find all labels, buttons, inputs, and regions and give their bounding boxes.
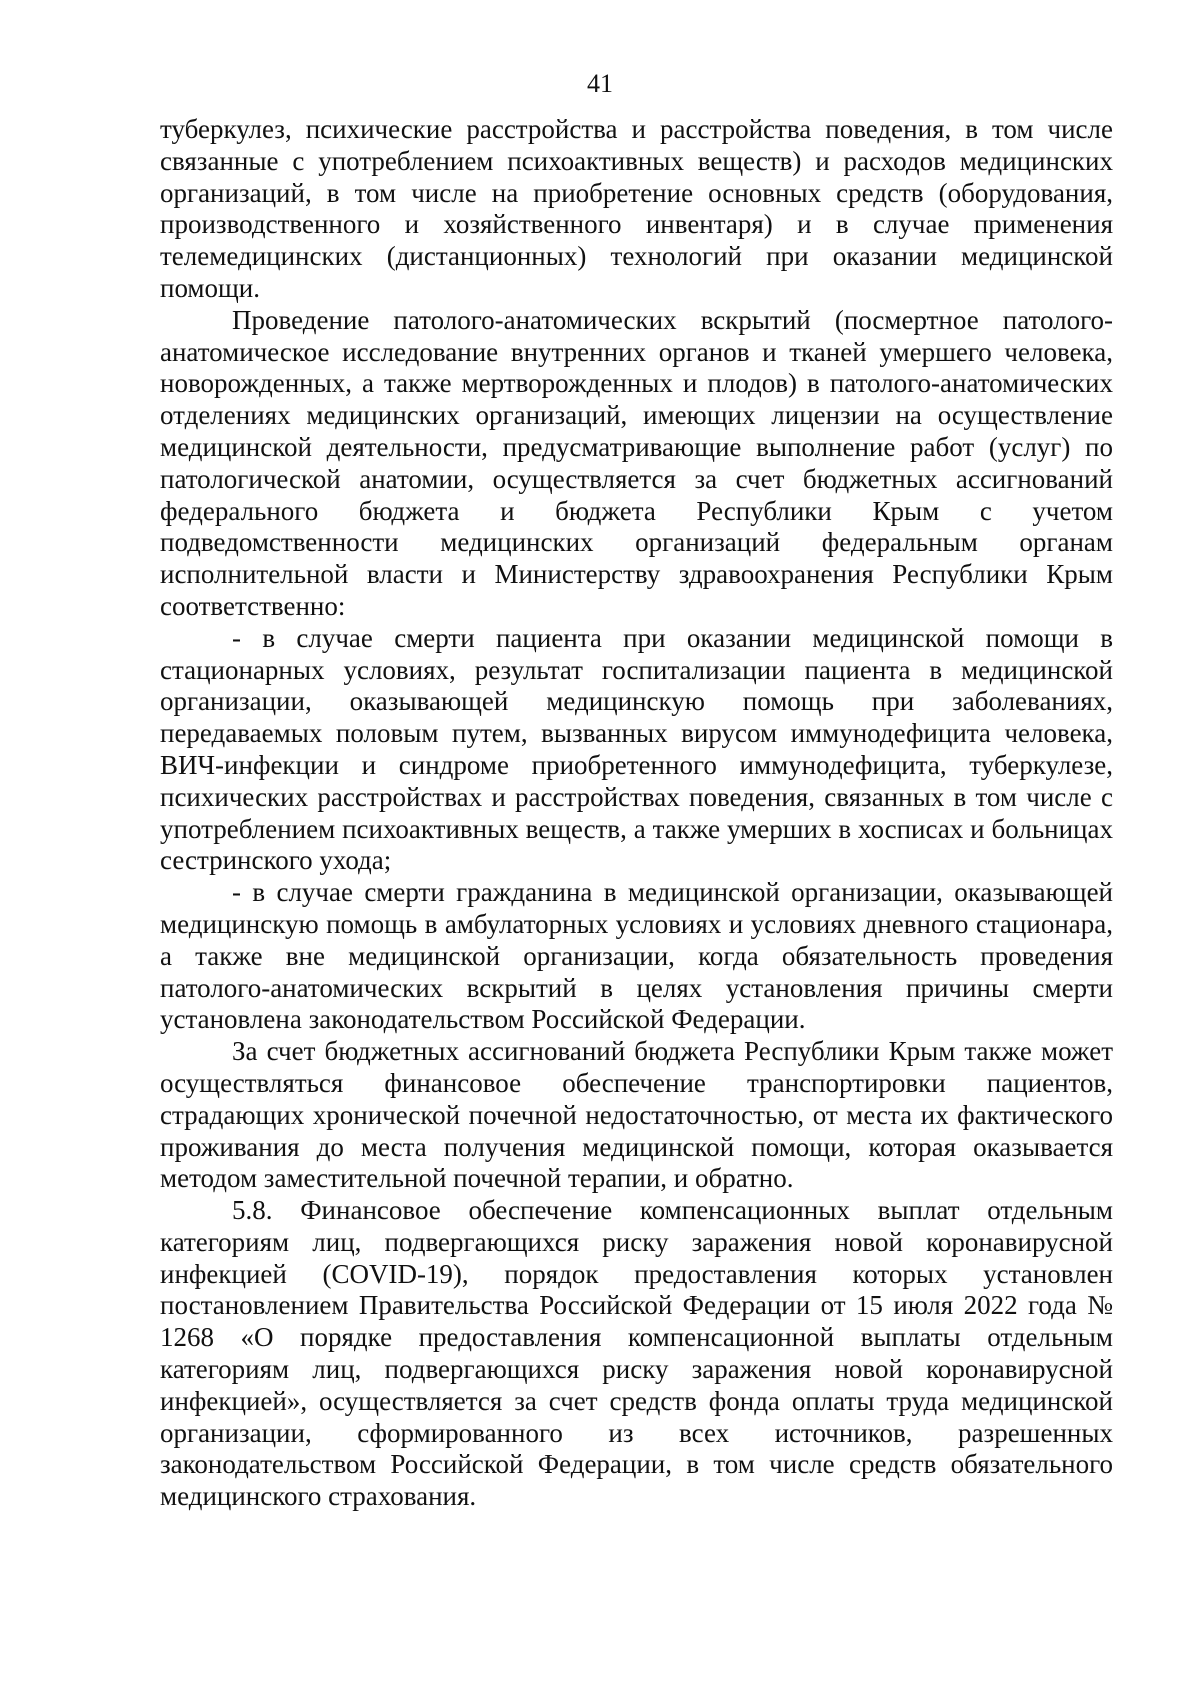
paragraph-autopsy-funding: Проведение патолого-анатомических вскрытий (посмертное патолого-анатомическое исследование внутренних органов и тканей умершего человека, новорожденных, а также мертворожденных и плодов) в патолого-анатомических отделениях медицинских организаций, имеющих лицензии на осуществление медицинской деятельности, предусматривающие выполнение работ (услуг) по патологической анатомии, осуществляется за счет бюджетных ассигнований федерального бюджета и бюджета Республики Крым с учетом подведомственности медицинских организаций федеральным органам исполнительной власти и Министерству здравоохранения Республики Крым соответственно:	[160, 304, 1113, 621]
page-number: 41	[587, 69, 613, 98]
paragraph-transport-funding: За счет бюджетных ассигнований бюджета Республики Крым также может осуществляться финансовое обеспечение транспортировки пациентов, страдающих хронической почечной недостаточностью, от места их фактического проживания до места получения медицинской помощи, которая оказывается методом заместительной почечной терапии, и обратно.	[160, 1036, 1113, 1194]
paragraph-section-5-8: 5.8. Финансовое обеспечение компенсационных выплат отдельным категориям лиц, подвергающихся риску заражения новой коронавирусной инфекцией (COVID-19), порядок предоставления которых установлен постановлением Правительства Российской Федерации от 15 июля 2022 года № 1268 «О порядке предоставления компенсационной выплаты отдельным категориям лиц, подвергающихся риску заражения новой коронавирусной инфекцией», осуществляется за счет средств фонда оплаты труда медицинской организации, сформированного из всех источников, разрешенных законодательством Российской Федерации, в том числе средств обязательного медицинского страхования.	[160, 1195, 1113, 1512]
paragraph-inpatient-death: - в случае смерти пациента при оказании медицинской помощи в стационарных условиях, результат госпитализации пациента в медицинской организации, оказывающей медицинскую помощь при заболеваниях, передаваемых половым путем, вызванных вирусом иммунодефицита человека, ВИЧ-инфекции и синдроме приобретенного иммунодефицита, туберкулезе, психических расстройствах и расстройствах поведения, связанных в том числе с употреблением психоактивных веществ, а также умерших в хосписах и больницах сестринского ухода;	[160, 622, 1113, 876]
paragraph-outpatient-death: - в случае смерти гражданина в медицинской организации, оказывающей медицинскую помощь в амбулаторных условиях и условиях дневного стационара, а также вне медицинской организации, когда обязательность проведения патолого-анатомических вскрытий в целях установления причины смерти установлена законодательством Российской Федерации.	[160, 877, 1113, 1035]
document-body	[160, 114, 1113, 1513]
paragraph-continuation: туберкулез, психические расстройства и расстройства поведения, в том числе связанные с употреблением психоактивных веществ) и расходов медицинских организаций, в том числе на приобретение основных средств (оборудования, производственного и хозяйственного инвентаря) и в случае применения телемедицинских (дистанционных) технологий при оказании медицинской помощи.	[160, 114, 1113, 303]
